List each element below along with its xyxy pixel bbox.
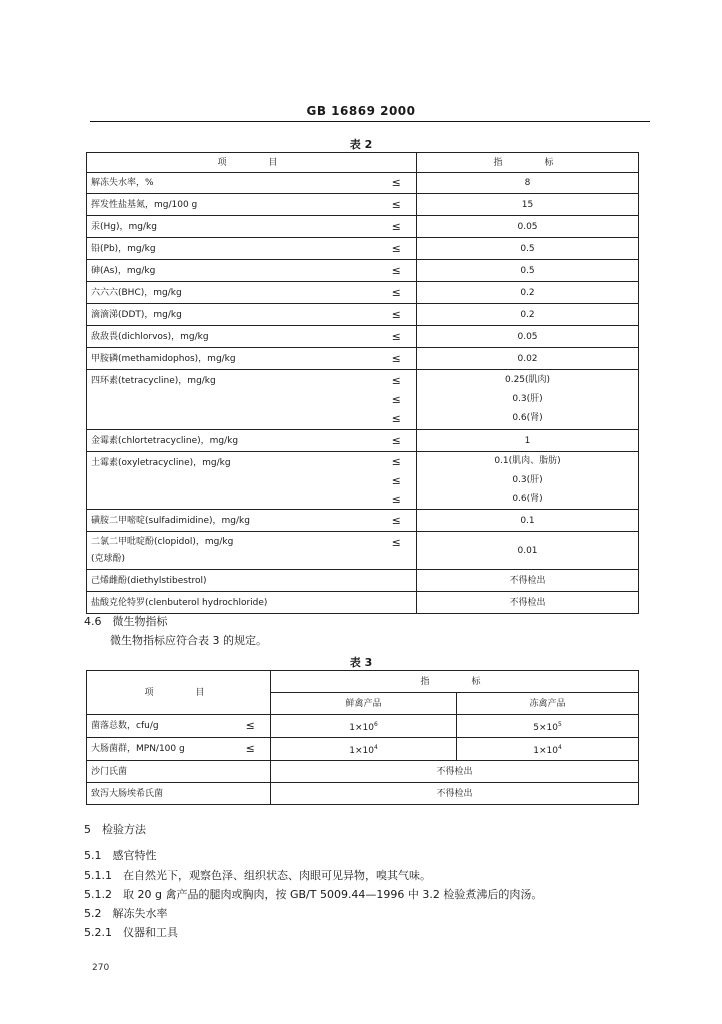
row-value: 8: [417, 173, 639, 194]
row-comparator: ≤: [377, 216, 417, 238]
row-value: 0.2: [417, 282, 639, 304]
table3-caption: 表 3: [349, 656, 373, 669]
row-frozen-value: $1\times 10^4$: [457, 738, 639, 761]
row-comparator: ≤: [377, 326, 417, 348]
table-row: [87, 238, 639, 260]
table-row: [87, 348, 639, 370]
row-name: 致泻大肠埃希氏菌: [87, 783, 271, 805]
table-3: [86, 670, 639, 805]
row-comparator: ≤: [377, 282, 417, 304]
row-name: 敌敌畏(dichlorvos)，mg/kg: [87, 326, 377, 348]
row-comparator: ≤: [231, 738, 271, 761]
table-row: [87, 216, 639, 238]
row-comparator: ≤: [377, 260, 417, 282]
row-name-line: 二氯二甲吡啶酚(clopidol)，mg/kg: [91, 537, 234, 547]
table-row: [87, 194, 639, 216]
row-value: 0.05: [417, 216, 639, 238]
row-name: 盐酸克伦特罗(clenbuterol hydrochloride): [87, 592, 417, 614]
row-fresh-value: $1\times 10^4$: [271, 738, 457, 761]
row-fresh-value: $1\times 10^6$: [271, 715, 457, 738]
table-row: [87, 532, 639, 570]
comparator-line: ≤: [391, 455, 401, 468]
table-row: [87, 570, 639, 592]
row-comparator: ≤: [377, 532, 417, 570]
comparator-line: ≤: [391, 474, 401, 487]
value-line: 0.25(肌肉): [504, 375, 551, 385]
row-value: 0.5: [417, 260, 639, 282]
table-row: [87, 282, 639, 304]
row-comparator: [377, 370, 417, 430]
table-row: [87, 370, 639, 430]
table-row: [87, 715, 639, 738]
row-value: 0.1: [417, 510, 639, 532]
row-name: 四环素(tetracycline)，mg/kg: [87, 370, 377, 430]
table-row: [87, 430, 639, 452]
table-row: [87, 326, 639, 348]
row-comparator: ≤: [377, 173, 417, 194]
section-5-2-heading: 5.2 解冻失水率: [84, 907, 168, 920]
section-5-1-1-text: 5.1.1 在自然光下，观察色泽、组织状态、肉眼可见异物，嗅其气味。: [84, 869, 431, 882]
comparator-line: ≤: [391, 393, 401, 406]
table-row: [87, 173, 639, 194]
table-row: [87, 510, 639, 532]
row-value: 不得检出: [417, 592, 639, 614]
row-value: 0.02: [417, 348, 639, 370]
row-comparator: ≤: [377, 510, 417, 532]
row-name: 铅(Pb)，mg/kg: [87, 238, 377, 260]
row-name-line: (克球酚): [91, 554, 126, 564]
table2-caption: 表 2: [349, 138, 373, 151]
value-line: 0.6(肾): [512, 494, 543, 504]
row-comparator: ≤: [377, 348, 417, 370]
section-5-2-1-heading: 5.2.1 仪器和工具: [84, 926, 178, 939]
row-frozen-value: $5\times 10^5$: [457, 715, 639, 738]
row-value: 0.01: [417, 532, 639, 570]
row-value: 0.05: [417, 326, 639, 348]
row-value: 不得检出: [271, 783, 639, 805]
table-row: [87, 260, 639, 282]
page-number: 270: [92, 963, 110, 973]
table2-header-item: 项 目: [87, 153, 417, 173]
row-comparator: ≤: [377, 430, 417, 452]
row-comparator: ≤: [377, 238, 417, 260]
row-name: 金霉素(chlortetracycline)，mg/kg: [87, 430, 377, 452]
row-comparator: ≤: [231, 715, 271, 738]
row-value: 0.2: [417, 304, 639, 326]
row-value: [417, 452, 639, 510]
value-line: 0.6(肾): [512, 413, 543, 423]
row-name: 己烯雌酚(diethylstibestrol): [87, 570, 417, 592]
comparator-line: ≤: [391, 412, 401, 425]
row-name: 六六六(BHC)，mg/kg: [87, 282, 377, 304]
section-4-6-heading: 4.6 微生物指标: [84, 615, 168, 628]
row-value: 0.5: [417, 238, 639, 260]
table-row: [87, 738, 639, 761]
row-name: 滴滴涕(DDT)，mg/kg: [87, 304, 377, 326]
row-comparator: ≤: [377, 194, 417, 216]
value-line: 0.1(肌肉、脂肪): [494, 456, 561, 466]
table-row: [87, 304, 639, 326]
header-rule: [90, 121, 650, 122]
page-header-title: GB 16869 2000: [306, 104, 416, 118]
row-name: 甲胺磷(methamidophos)，mg/kg: [87, 348, 377, 370]
section-5-1-heading: 5.1 感官特性: [84, 849, 157, 862]
table2-header-index: 指 标: [417, 153, 639, 173]
row-name: 沙门氏菌: [87, 761, 271, 783]
table3-header-index: 指 标: [271, 671, 639, 693]
row-name: 砷(As)，mg/kg: [87, 260, 377, 282]
row-name: 土霉素(oxyletracycline)，mg/kg: [87, 452, 377, 510]
row-value: [417, 370, 639, 430]
row-value: 15: [417, 194, 639, 216]
section-5-heading: 5 检验方法: [84, 823, 146, 836]
row-name: 磺胺二甲嘧啶(sulfadimidine)，mg/kg: [87, 510, 377, 532]
table-row: [87, 783, 639, 805]
comparator-line: ≤: [391, 493, 401, 506]
comparator-line: ≤: [391, 374, 401, 387]
table3-header-frozen: 冻禽产品: [457, 693, 639, 715]
row-value: 不得检出: [271, 761, 639, 783]
section-5-1-2-text: 5.1.2 取 20 g 禽产品的腿肉或胸肉，按 GB/T 5009.44—1996 中 3.2 检验煮沸后的肉汤。: [84, 888, 543, 901]
value-line: 0.3(肝): [512, 394, 543, 404]
value-line: 0.3(肝): [512, 475, 543, 485]
row-name: [87, 532, 377, 570]
row-name: 汞(Hg)，mg/kg: [87, 216, 377, 238]
table-row: [87, 761, 639, 783]
row-name: 挥发性盐基氮，mg/100 g: [87, 194, 377, 216]
row-name: 菌落总数，cfu/g: [87, 715, 231, 738]
table3-header-item: 项 目: [87, 671, 271, 715]
table-row: [87, 592, 639, 614]
row-value: 1: [417, 430, 639, 452]
table-row: [87, 452, 639, 510]
row-name: 大肠菌群，MPN/100 g: [87, 738, 231, 761]
row-name: 解冻失水率，%: [87, 173, 377, 194]
row-value: 不得检出: [417, 570, 639, 592]
table3-header-fresh: 鲜禽产品: [271, 693, 457, 715]
section-4-6-text: 微生物指标应符合表 3 的规定。: [110, 634, 267, 647]
row-comparator: [377, 452, 417, 510]
row-comparator: ≤: [377, 304, 417, 326]
table-2: [86, 152, 639, 614]
